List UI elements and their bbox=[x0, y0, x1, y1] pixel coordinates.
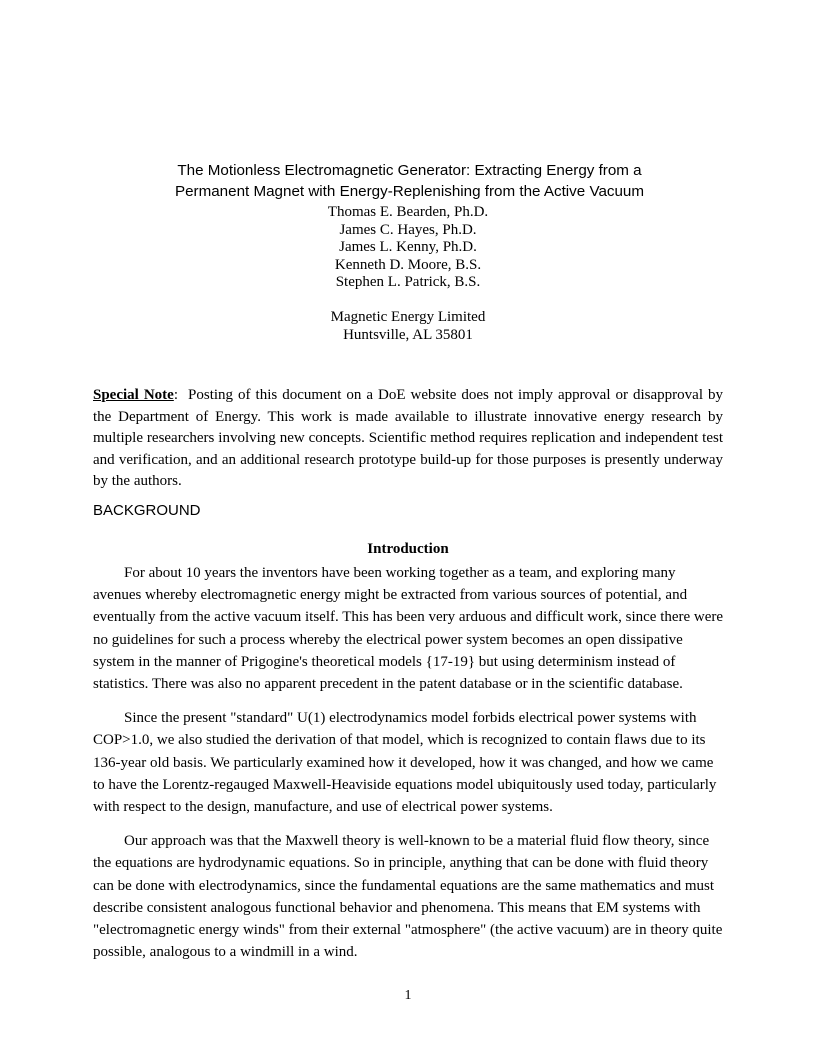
special-note-separator: : bbox=[173, 387, 178, 403]
author-block bbox=[113, 204, 703, 344]
author-name: Thomas E. Bearden, Ph.D. bbox=[327, 204, 489, 220]
affiliation-location: Huntsville, AL 35801 bbox=[343, 326, 473, 343]
special-note-text: Posting of this document on a DoE website does not imply approval or disapproval by the Department of Energy. This work is made available to illustrate innovative energy research by multiple researchers involving new concepts. Scientific method requires replication and independent test and verification, and an additional research prototype build-up for those purposes is presently underway by the authors. bbox=[93, 387, 723, 489]
body-paragraph: Since the present "standard" U(1) electrodynamics model forbids electrical power systems with COP>1.0, we also studied the derivation of that model, which is recognized to contain flaws due to its 136-year old basis. We particularly examined how it developed, how it was changed, and how we came to have the Lorentz-regauged Maxwell-Heaviside equations model ubiquitously used today, particularly with respect to the design, manufacture, and use of electrical power systems. bbox=[93, 710, 717, 816]
author-name: Stephen L. Patrick, B.S. bbox=[335, 274, 481, 291]
affiliation-organization: Magnetic Energy Limited bbox=[330, 308, 486, 325]
subheading-introduction: Introduction bbox=[367, 541, 449, 557]
page-number: 1 bbox=[404, 988, 412, 1003]
byline-spacer bbox=[113, 292, 703, 309]
paper-title bbox=[137, 160, 682, 202]
paper-title-line-1: The Motionless Electromagnetic Generator: Extracting Energy from a bbox=[177, 162, 642, 179]
author-name: James L. Kenny, Ph.D. bbox=[339, 239, 477, 256]
body-text bbox=[93, 562, 727, 963]
paper-title-line-2: Permanent Magnet with Energy-Replenishing from the Active Vacuum bbox=[174, 183, 645, 200]
special-note-label: Special Note bbox=[93, 387, 174, 403]
body-paragraph: Our approach was that the Maxwell theory is well-known to be a material fluid flow theory, since the equations are hydrodynamic equations. So in principle, anything that can be done with fluid theory can be done with electrodynamics, since the fundamental equations are the same mathematics and must describe consistent analogous functional behavior and phenomena. This means that EM systems with "electromagnetic energy winds" from their external "atmosphere" (the active vacuum) are in theory quite possible, analogous to a windmill in a wind. bbox=[93, 833, 723, 961]
section-heading-background: BACKGROUND bbox=[93, 502, 201, 519]
author-name: Kenneth D. Moore, B.S. bbox=[334, 256, 482, 273]
special-note-paragraph bbox=[93, 385, 723, 493]
author-name: James C. Hayes, Ph.D. bbox=[339, 221, 477, 238]
body-paragraph: For about 10 years the inventors have been working together as a team, and exploring many avenues whereby electromagnetic energy might be extracted from various sources of potential, and eventually from the active vacuum itself. This has been very arduous and difficult work, since there were no guidelines for such a process whereby the electrical power system becomes an open dissipative system in the manner of Prigogine's theoretical models {17-19} but using determinism instead of statistics. There was also no apparent precedent in the patent database or in the scientific database. bbox=[93, 565, 724, 693]
